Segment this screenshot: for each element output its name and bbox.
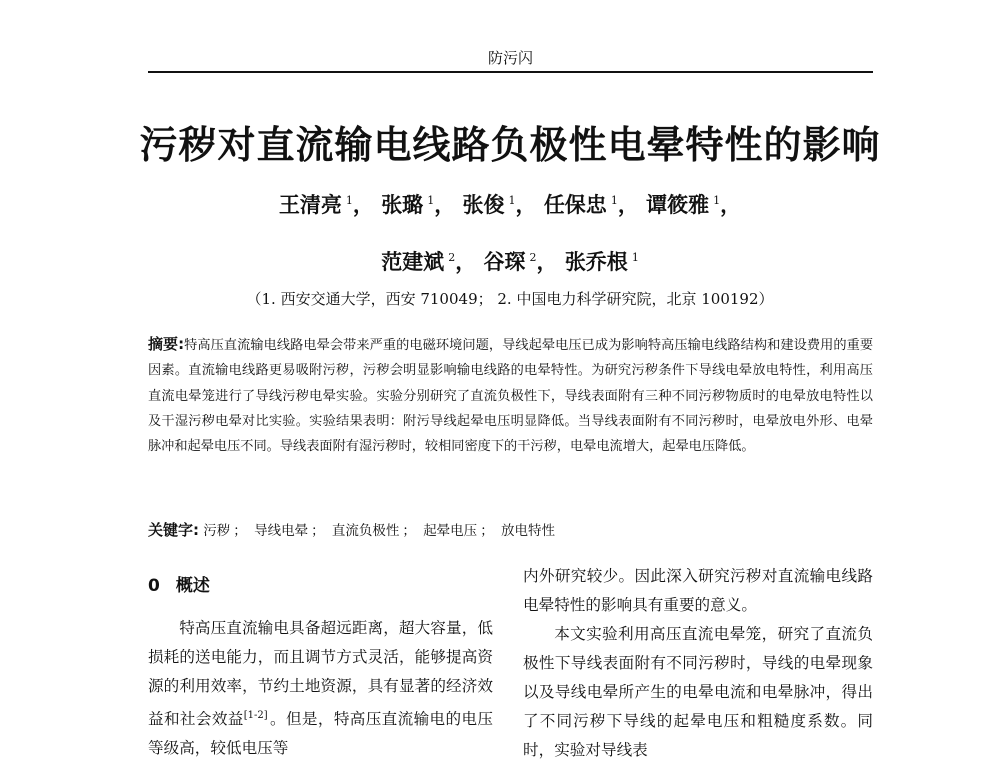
affiliations: （1. 西安交通大学，西安 710049； 2. 中国电力科学研究院，北京 100192） — [246, 290, 774, 308]
paragraph: 内外研究较少。因此深入研究污秽对直流输电线路电晕特性的影响具有重要的意义。 — [523, 567, 873, 614]
author: 张乔根 $^1$ — [564, 249, 639, 274]
author: 任保忠 $^1$ — [543, 192, 618, 217]
keyword: 起晕电压 — [423, 523, 478, 539]
author: 范建斌 $^2$ — [381, 249, 456, 274]
keywords: 关键字: 污秽 ； 导线电晕 ； 直流负极性 ； 起晕电压 ； 放电特性 — [148, 521, 555, 539]
keyword: 放电特性 — [500, 523, 555, 539]
section-number: 0 — [148, 576, 160, 596]
keyword: 直流负极性 — [331, 523, 400, 539]
author: 张俊 $^1$ — [462, 192, 516, 217]
header-rule — [148, 71, 873, 73]
paragraph: 本文实验利用高压直流电晕笼，研究了直流负极性下导线表面附有不同污秽时，导线的电晕现象以及导线电晕所产生的电晕电流和电晕脉冲，得出了不同污秽下导线的起晕电压和粗糙度系数。同时，实验对导线表 — [523, 625, 873, 759]
author-list-line-1: 王清亮 $^1$， 张璐 $^1$， 张俊 $^1$， 任保忠 $^1$， 谭筱雅 $^1$， — [278, 192, 742, 217]
running-header: 防污闪 — [487, 49, 533, 67]
abstract-text: 特高压直流输电线路电晕会带来严重的电磁环境问题，导线起晕电压已成为影响特高压输电线路结构和建设费用的重要因素。直流输电线路更易吸附污秽，污秽会明显影响输电线路的电晕特性。为研究污秽条件下导线电晕放电特性，利用高压直流电晕笼进行了导线污秽电晕实验。实验分别研究了直流负极性下，导线表面附有三种不同污秽物质时的电晕放电特性以及干湿污秽电晕对比实验。实验结果表明：附污导线起晕电压明显降低。当导线表面附有不同污秽时，电晕放电外形、电晕脉冲和起晕电压不同。导线表面附有湿污秽时，较相同密度下的干污秽，电晕电流增大，起晕电压降低。 — [148, 338, 873, 455]
author: 谷琛 $^2$ — [483, 249, 537, 274]
author-list-line-2: 范建斌 $^2$， 谷琛 $^2$， 张乔根 $^1$ — [381, 249, 639, 274]
paper-title: 污秽对直流输电线路负极性电晕特性的影响 — [139, 123, 881, 167]
keyword: 导线电晕 — [254, 523, 309, 539]
keyword: 污秽 — [203, 523, 231, 539]
body-column-left — [148, 574, 493, 763]
abstract-label: 摘要: — [148, 335, 185, 353]
author: 张璐 $^1$ — [381, 192, 435, 217]
citation: [1-2] — [243, 710, 268, 721]
abstract — [148, 332, 873, 459]
keywords-label: 关键字: — [148, 521, 199, 539]
body-column-right — [523, 562, 873, 765]
section-heading — [148, 574, 493, 614]
section-title: 概述 — [175, 576, 210, 596]
author: 谭筱雅 $^1$ — [646, 192, 721, 217]
paragraph: 特高压直流输电具备超远距离，超大容量，低损耗的送电能力，而且调节方式灵活，能够提高资源的利用效率，节约土地资源，具有显著的经济效益和社会效益[1-2] 。但是，特高压直流输电的电压等级高，较低电压等 — [148, 619, 493, 757]
author: 王清亮 $^1$ — [278, 192, 353, 217]
